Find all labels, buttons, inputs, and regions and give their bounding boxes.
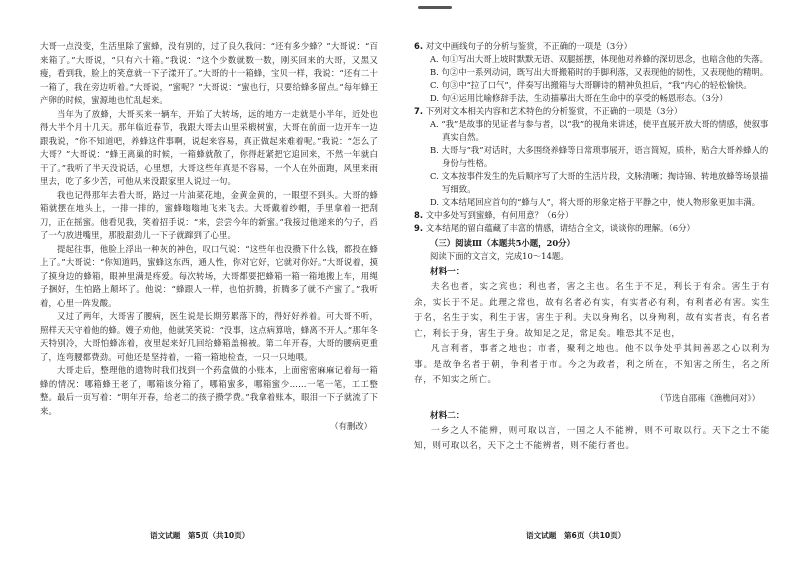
paragraph-4: 提起往事，他脸上浮出一种灰的神色，叹口气说：“这些年也没攒下什么钱，都投在蜂上了。”大哥说：“你知道吗，蜜蜂这东西，通人性，你对它好，它就对你好。”大哥说着，摸了摸身边的蜂箱，眼神里满是疼爱。每次转场，大哥都要把蜂箱一箱一箱地搬上车，用绳子捆好，生怕路上颠坏了。他说：“蜂跟人一样，也怕折腾，折腾多了就不产蜜了。”我听着，心里一阵发酸。 bbox=[40, 243, 378, 308]
material-1-source: （节选自邵雍《渔樵问对》） bbox=[655, 392, 760, 403]
question-7-option-c: C. 文本按事件发生的先后顺序写了大哥的生活片段，文脉清晰；掏诗锦、转地放蜂等场景描写细致。 bbox=[430, 171, 769, 194]
question-6: 6. 对文中画线句子的分析与鉴赏，不正确的一项是（3分） bbox=[414, 41, 633, 51]
question-9: 9. 文本结尾的留白蕴藏了丰富的情感，请结合全文，谈谈你的理解。（6分） bbox=[414, 223, 695, 233]
question-6-option-b: B. 句②中一系列动词，既写出大哥搬箱时的手脚利落，又表现他的韧性，又表现他的精明。 bbox=[430, 67, 769, 77]
paragraph-6: 大哥走后，整理他的遗物时我们找到一个药盒做的小账本，上面密密麻麻记着每一箱蜂的情况：哪箱蜂王老了，哪箱该分箱了，哪箱蜜多，哪箱蜜少……一笔一笔，工工整整。最后一页写着：“明年开春，给老二的孩子攒学费。”我拿着账本，眼泪一下子就流了下来。 bbox=[40, 365, 378, 416]
paragraph-3: 我也记得那年去看大哥，路过一片油菜花地，金黄金黄的，一眼望不到头。大哥的蜂箱就摆在地头上，一排一排的，蜜蜂嗡嗡地飞来飞去。大哥戴着纱帽，手里拿着一把刮刀，正在摇蜜。他看见我，笑着招手说：“来，尝尝今年的新蜜。”我接过他递来的勺子，舀了一勺放进嘴里，那股甜劲儿一下子就蹿到了心里。 bbox=[40, 189, 378, 240]
section-title: （三）阅读Ⅲ（本题共5小题，20分） bbox=[430, 238, 575, 248]
material-2-text bbox=[414, 424, 770, 455]
paragraph-5: 又过了两年，大哥害了腰病，医生说是长期劳累落下的，得好好养着。可大哥不听，照样天天守着他的蜂。嫂子劝他，他就笑笑说：“没事，这点病算啥，蜂离不开人。”那年冬天特别冷，大哥怕蜂冻着，夜里起来好几回给蜂箱盖棉被。第二年开春，大哥的腰病更重了，连弯腰都费劲。可他还是坚持着，一箱一箱地检查，一只一只地喂。 bbox=[40, 311, 378, 362]
question-7: 7. 下列对文本相关内容和艺术特色的分析鉴赏，不正确的一项是（3分） bbox=[414, 106, 683, 116]
material-1-paragraph-1: 夫名也者，实之宾也；利也者，害之主也。名生于不足，利长于有余。害生于有余，实长于不足。此理之常也，故有名者必有实，有实者必有利，有利者必有害。实生于名，名生于实，利生于害，害生于利。夫以身殉名，以身殉利，故有实者丧，有名者亡，利长于身，害生于身。故知足之足，常足矣。唯恐其不足也， bbox=[414, 282, 770, 339]
source-note: （有删改） bbox=[330, 421, 372, 431]
material-1-paragraph-2: 凡言利者，事者之地也；市者，聚利之地也。他不以争处乎其间善恶之心以利为事。是故争名者于朝，争利者于市。今之为政者，利之所在，不知害之所生，名之所存，不知实之所亡。 bbox=[414, 344, 770, 385]
question-6-option-a: A. 句①写出大哥上坡时默默无语、双腿摇摆，体现他对养蜂的深切思念，也暗含他的失落。 bbox=[430, 54, 769, 64]
material-2-paragraph-1: 一乡之人不能辨，则可取以言，一国之人不能辨，则不可取以行。天下之士不能知，则可取以名，天下之士不能辨者，则不能行者也。 bbox=[414, 425, 770, 451]
question-7-option-a: A. “我”是故事的见证者与参与者，以“我”的视角来讲述，使平直展开放大哥的情感，使叙事真实自然。 bbox=[430, 119, 769, 142]
question-8: 8. 文中多处写到蜜蜂，有何用意？（6分） bbox=[414, 210, 574, 220]
paragraph-2: 当年为了放蜂，大哥买来一辆车，开始了大转场，远的地方一走就是小半年，近处也得大半个月十几天。那年临近春节，我跟大哥去山里采椴树蜜，大哥在前面一边开车一边跟我说，“你不知道吧，养蜂这件事啊，说起来容易，真正做起来难着呢。”我说：“怎么了大哥？”大哥说：“蜂王离巢的时候，一箱蜂就散了，你得赶紧把它追回来，不然一年就白干了。”我听了半天没说话，心里想，大哥这些年真是不容易，一个人在外面跑，风里来雨里去，吃了多少苦，可他从来没跟家里人说过一句。 bbox=[40, 108, 378, 186]
question-7-option-b: B. 大哥与“我”对话时，大多围绕养蜂等日常琐事展开，语言简短，质朴，贴合大哥养蜂人的身份与性格。 bbox=[430, 145, 769, 168]
material-1-title: 材料一： bbox=[430, 267, 465, 277]
paragraph-1: 大哥一点没变，生活里除了蜜蜂，没有别的，过了良久我问：“还有多少蜂？”大哥说：“百来箱了。”大哥说，“只有六十箱。”我说：“这个少数就数一数，刚买回来的大哥，又黑又瘦，看到我，脸上的笑意就一下子漾开了。”大哥的十一箱蜂，宝贝一样，我说：“还有二十一箱了，我在旁边听着。”大哥说，“蜜呢？”大哥说：“蜜也行，只要给蜂多留点。”每年蜂王产卵的时候，蜜源地也忙乱起来。 bbox=[40, 41, 378, 105]
narrative-text bbox=[40, 40, 378, 418]
reading-intro: 阅读下面的文言文，完成10～14题。 bbox=[430, 251, 569, 261]
right-page bbox=[400, 0, 800, 565]
material-2-title: 材料二： bbox=[430, 410, 465, 421]
question-6-option-c: C. 句③中“拉了口气”，伴奏写出搬箱与大哥聊诗的精神负担后，“我”内心的轻松愉快。 bbox=[430, 80, 752, 90]
page-footer-left: 语文试题 第5页（共10页） bbox=[150, 531, 250, 540]
question-7-option-d: D. 文本结尾回应首句的“蜂与人”，将大哥的形象定格于平静之中，使人物形象更加丰满。 bbox=[430, 197, 761, 207]
material-1-text bbox=[414, 280, 770, 389]
question-6-option-d: D. 句④运用比喻修辞手法，生动描摹出大哥在生命中的享受的畅恩形态。（3分） bbox=[430, 93, 728, 103]
page-footer-right: 语文试题 第6页（共10页） bbox=[526, 531, 626, 540]
